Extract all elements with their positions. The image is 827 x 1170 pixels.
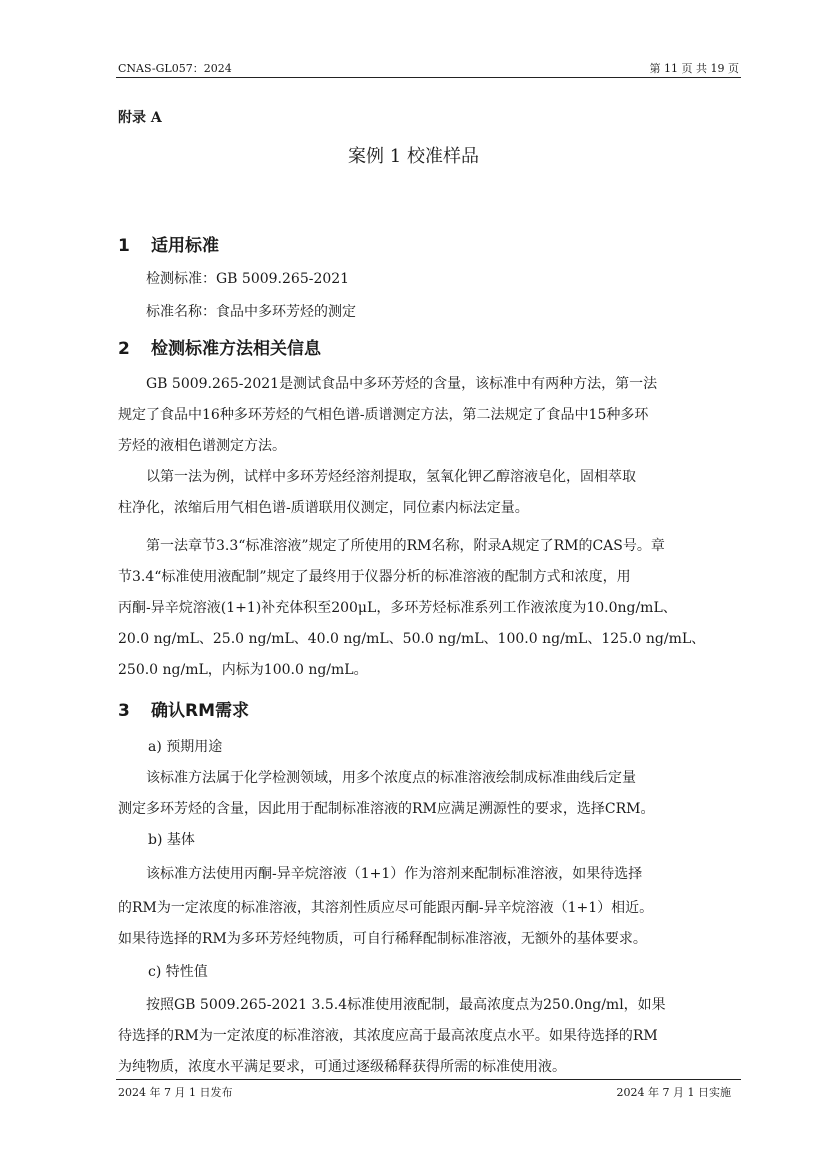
section-1-heading [118,231,219,256]
section-2-heading [118,334,321,359]
paragraph-line: 如果待选择的RM为多环芳烃纯物质，可自行稀释配制标准溶液，无额外的基体要求。 [118,931,647,947]
paragraph-line: 的RM为一定浓度的标准溶液，其溶剂性质应尽可能跟丙酮-异辛烷溶液（1+1）相近。 [118,900,654,916]
section-3-heading [118,696,249,721]
subsection-a-label: a) 预期用途 [148,739,223,755]
footer-effective-date: 2024 年 7 月 1 日实施 [616,1086,731,1099]
paragraph-line: 按照GB 5009.265-2021 3.5.4标准使用液配制，最高浓度点为250.0ng/ml，如果 [146,997,666,1013]
paragraph-line: GB 5009.265-2021是测试食品中多环芳烃的含量，该标准中有两种方法，第一法 [146,376,658,392]
paragraph-line: 该标准方法使用丙酮-异辛烷溶液（1+1）作为溶剂来配制标准溶液，如果待选择 [146,866,643,882]
section-number: 2 [118,339,130,359]
paragraph-line: 规定了食品中16种多环芳烃的气相色谱-质谱测定方法，第二法规定了食品中15种多环 [118,407,649,423]
paragraph-line: 节3.4“标准使用液配制”规定了最终用于仪器分析的标准溶液的配制方式和浓度，用 [118,569,631,585]
paragraph-line: 该标准方法属于化学检测领域，用多个浓度点的标准溶液绘制成标准曲线后定量 [146,770,636,786]
paragraph-line: 20.0 ng/mL、25.0 ng/mL、40.0 ng/mL、50.0 ng/mL、100.0 ng/mL、125.0 ng/mL、 [118,631,706,647]
section-title: 适用标准 [151,236,219,256]
paragraph-line: 待选择的RM为一定浓度的标准溶液，其浓度应高于最高浓度点水平。如果待选择的RM [118,1028,658,1044]
paragraph-line: 250.0 ng/mL，内标为100.0 ng/mL。 [118,662,368,678]
paragraph-line: 柱净化，浓缩后用气相色谱-质谱联用仪测定，同位素内标法定量。 [118,500,529,516]
paragraph-line: 为纯物质，浓度水平满足要求，可通过逐级稀释获得所需的标准使用液。 [118,1059,566,1075]
paragraph-line: 丙酮-异辛烷溶液(1+1)补充体积至200μL，多环芳烃标准系列工作液浓度为10.0ng/mL、 [118,600,677,616]
section-number: 3 [118,701,130,721]
header-rule [116,77,741,78]
section-number: 1 [118,236,130,256]
section-title: 确认RM需求 [151,701,250,721]
paragraph-line: 芳烃的液相色谱测定方法。 [118,438,286,454]
paragraph-line: 以第一法为例，试样中多环芳烃经溶剂提取，氢氧化钾乙醇溶液皂化，固相萃取 [146,469,636,485]
paragraph-line: 第一法章节3.3“标准溶液”规定了所使用的RM名称，附录A规定了RM的CAS号。章 [146,538,665,554]
appendix-label: 附录 A [118,110,162,126]
footer-issue-date: 2024 年 7 月 1 日发布 [118,1086,233,1099]
section-title: 检测标准方法相关信息 [151,339,321,359]
standard-code-line: 检测标准：GB 5009.265-2021 [146,271,350,287]
subsection-c-label: c) 特性值 [148,964,208,980]
case-title: 案例 1 校准样品 [348,146,479,167]
header-page-number: 第 11 页 共 19 页 [649,62,739,75]
paragraph-line: 测定多环芳烃的含量，因此用于配制标准溶液的RM应满足溯源性的要求，选择CRM。 [118,801,655,817]
standard-name-line: 标准名称：食品中多环芳烃的测定 [146,304,356,320]
footer-rule [116,1079,741,1080]
header-doc-id: CNAS-GL057：2024 [118,62,232,75]
subsection-b-label: b) 基体 [148,832,195,848]
